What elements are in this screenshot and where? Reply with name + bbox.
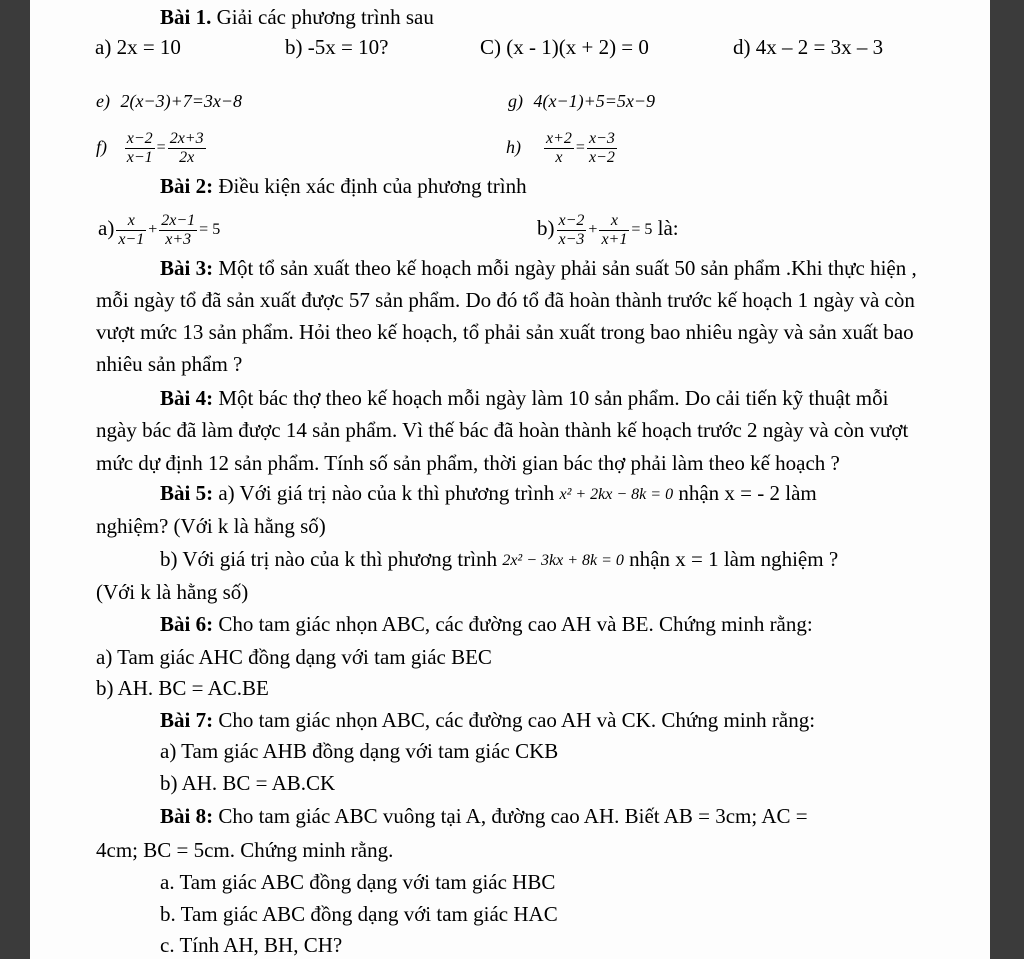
bai4-line2: ngày bác đã làm được 14 sản phẩm. Vì thế bác đã hoàn thành kế hoạch trước 2 ngày và còn vượt: [96, 418, 909, 442]
bai8-a: a. Tam giác ABC đồng dạng với tam giác HBC: [160, 870, 556, 894]
fraction: $\frac{2x+3}{2x}$: [169, 129, 204, 166]
bai1-d: d) 4x – 2 = 3x – 3: [733, 35, 884, 59]
bai2-title: Bài 2: Điều kiện xác định của phương trình: [160, 174, 527, 198]
bai6-title: Bài 6: Cho tam giác nhọn ABC, các đường cao AH và BE. Chứng minh rằng:: [160, 612, 813, 636]
bai6-a: a) Tam giác AHC đồng dạng với tam giác BEC: [96, 645, 492, 669]
bai5-b: b) Với giá trị nào của k thì phương trình 2x² − 3kx + 8k = 0 nhận x = 1 làm nghiệm ?: [160, 547, 839, 571]
bai4-line1: Bài 4: Một bác thợ theo kế hoạch mỗi ngày làm 10 sản phẩm. Do cải tiến kỹ thuật mỗi: [160, 386, 889, 410]
bai2-a: a) $\frac{x}{x-1}$ + $\frac{2x-1}{x+3}$ = 5: [98, 211, 221, 248]
bai3-line4: nhiêu sản phẩm ?: [96, 352, 243, 376]
bai7-a: a) Tam giác AHB đồng dạng với tam giác CKB: [160, 739, 559, 763]
bai5-a-line2: nghiệm? (Với k là hằng số): [96, 514, 326, 538]
bai1-h: h) $\frac{x+2}{x}$ = $\frac{x-3}{x-2}$: [506, 129, 615, 166]
fraction: $\frac{x-2}{x-3}$: [558, 211, 585, 248]
bai7-b: b) AH. BC = AB.CK: [160, 771, 336, 795]
fraction: $\frac{x}{x-1}$: [118, 211, 145, 248]
bai4-line3: mức dự định 12 sản phẩm. Tính số sản phẩm, thời gian bác thợ phải làm theo kế hoạch ?: [96, 451, 840, 475]
bai5-b-line2: (Với k là hằng số): [96, 580, 249, 604]
left-dark-margin: [0, 0, 30, 959]
bai1-c: C) (x - 1)(x + 2) = 0: [480, 35, 649, 59]
bai1-f: f) $\frac{x-2}{x-1}$ = $\frac{2x+3}{2x}$: [96, 129, 204, 166]
bai8-line1: Bài 8: Cho tam giác ABC vuông tại A, đường cao AH. Biết AB = 3cm; AC =: [160, 804, 808, 828]
fraction: $\frac{x}{x+1}$: [601, 211, 628, 248]
bai5-a: Bài 5: a) Với giá trị nào của k thì phương trình x² + 2kx − 8k = 0 nhận x = - 2 làm: [160, 481, 817, 505]
bai3-line1: Bài 3: Một tổ sản xuất theo kế hoạch mỗi ngày phải sản suất 50 sản phẩm .Khi thực hiện ,: [160, 256, 917, 280]
fraction: $\frac{2x-1}{x+3}$: [161, 211, 196, 248]
bai1-title: Bài 1. Giải các phương trình sau: [160, 5, 434, 29]
bai3-line2: mỗi ngày tổ đã sản xuất được 57 sản phẩm. Do đó tổ đã hoàn thành trước kế hoạch 1 ngày và còn: [96, 288, 915, 312]
bai1-g: g) 4(x−1)+5=5x−9: [508, 91, 656, 111]
bai1-a: a) 2x = 10: [95, 35, 181, 59]
bai2-b: b) $\frac{x-2}{x-3}$ + $\frac{x}{x+1}$ = 5 là:: [537, 211, 679, 248]
fraction: $\frac{x-3}{x-2}$: [588, 129, 615, 166]
bai8-b: b. Tam giác ABC đồng dạng với tam giác HAC: [160, 902, 558, 926]
fraction: $\frac{x+2}{x}$: [546, 129, 572, 166]
bai3-line3: vượt mức 13 sản phẩm. Hỏi theo kế hoạch, tổ phải sản xuất trong bao nhiêu ngày và sản xuất bao: [96, 320, 914, 344]
bai1-e: e) 2(x−3)+7=3x−8: [96, 91, 243, 111]
bai6-b: b) AH. BC = AC.BE: [96, 676, 269, 700]
bai8-c: c. Tính AH, BH, CH?: [160, 933, 343, 957]
bai1-b: b) -5x = 10?: [285, 35, 389, 59]
bai8-line2: 4cm; BC = 5cm. Chứng minh rằng.: [96, 838, 394, 862]
right-dark-margin: [990, 0, 1024, 959]
bai7-title: Bài 7: Cho tam giác nhọn ABC, các đường cao AH và CK. Chứng minh rằng:: [160, 708, 816, 732]
fraction: $\frac{x-2}{x-1}$: [126, 129, 153, 166]
